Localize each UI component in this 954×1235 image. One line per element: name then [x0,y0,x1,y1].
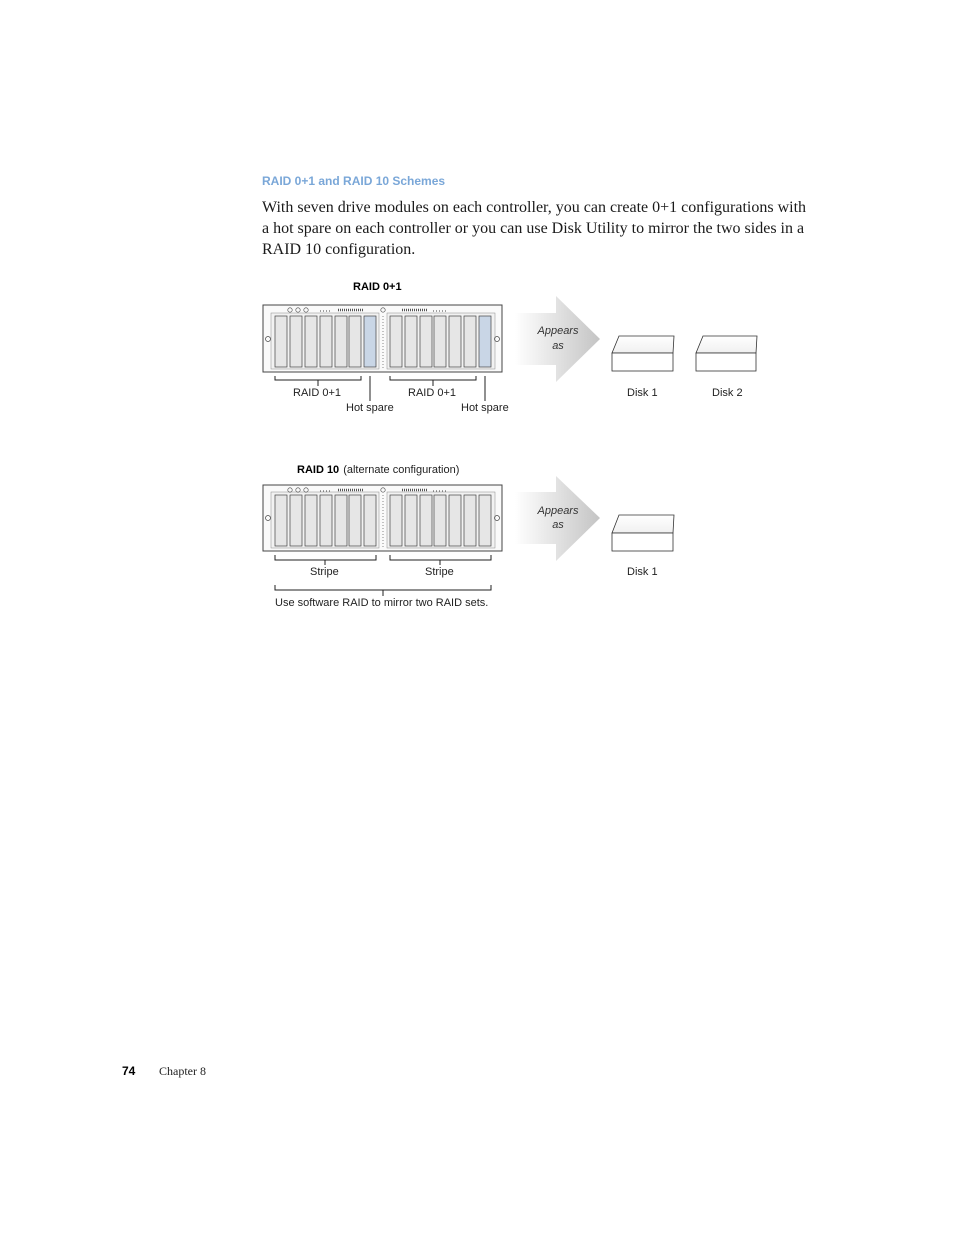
raid01-right-group-label: RAID 0+1 [408,387,456,399]
mirror-note: Use software RAID to mirror two RAID sets. [275,597,489,609]
appears-as-arrow-1 [515,296,600,382]
raid10-disk1-icon [612,515,674,551]
raid01-right-spare-label: Hot spare [461,402,509,414]
figure2-title-rest: (alternate configuration) [343,464,460,476]
disk1-label: Disk 1 [627,387,658,399]
disk2-label: Disk 2 [712,387,743,399]
raid01-left-spare-bay [364,316,376,367]
raid10-brackets [275,555,491,596]
raid01-left-group-label: RAID 0+1 [293,387,341,399]
raid01-left-spare-label: Hot spare [346,402,394,414]
raid10-right-stripe-label: Stripe [425,566,454,578]
appears-label-1: Appears [537,325,579,337]
appears-label-2: Appears [537,505,579,517]
disk2-icon [696,336,757,371]
raid10-disk1-label: Disk 1 [627,566,658,578]
figure1-title: RAID 0+1 [353,281,402,293]
raid10-enclosure [263,485,502,551]
chapter-label: Chapter 8 [159,1064,206,1078]
raid01-right-spare-bay [479,316,491,367]
page-number: 74 [122,1064,136,1078]
figure2-title-bold: RAID 10 [297,464,340,476]
raid01-enclosure [263,305,502,372]
body-paragraph: With seven drive modules on each controller, you can create 0+1 configurations with a hot spare on each controller or you can use Disk Utility to mirror the two sides in a RAID 10 configuration. [262,199,807,258]
section-heading: RAID 0+1 and RAID 10 Schemes [262,174,446,188]
as-label-1: as [552,340,564,352]
figure2-title [297,460,459,478]
as-label-2: as [552,519,564,531]
disk1-icon [612,336,674,371]
raid10-left-stripe-label: Stripe [310,566,339,578]
